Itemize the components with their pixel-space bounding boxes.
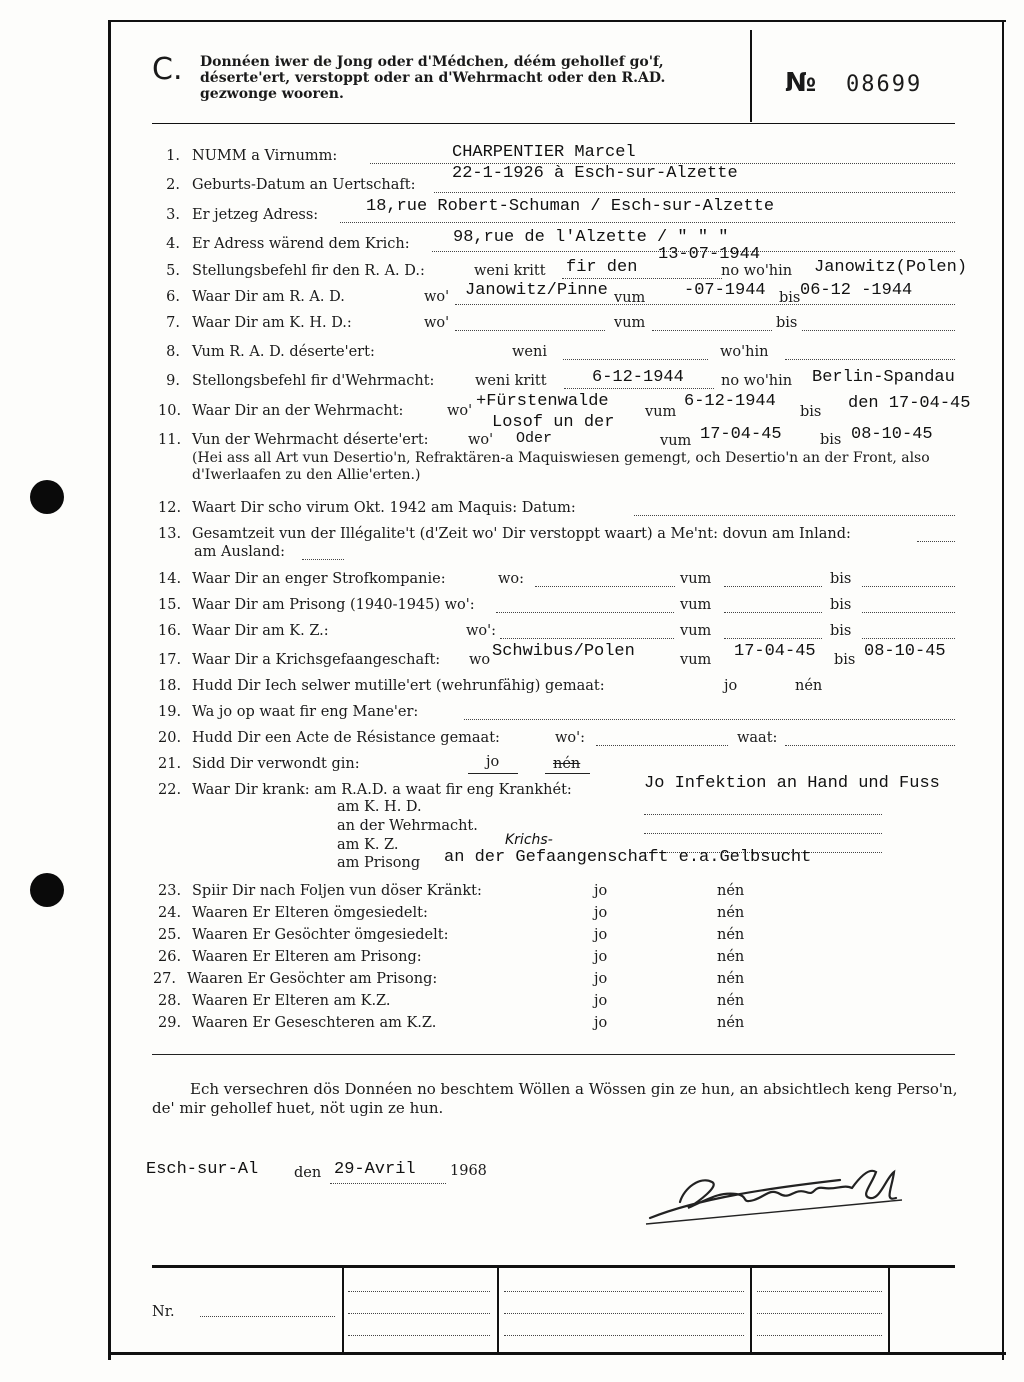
- wo-label: wo': [468, 432, 494, 448]
- wehrmacht-order-date[interactable]: 6-12-1944: [592, 368, 684, 387]
- rad-order-value[interactable]: fir den: [566, 258, 638, 277]
- wo-label: wo': [447, 403, 473, 419]
- row-label: Geburts-Datum an Uertschaft:: [192, 177, 416, 193]
- row-label: Wa jo op waat fir eng Mane'er:: [192, 704, 419, 720]
- weni-label: weni: [512, 344, 547, 360]
- fill-line: [563, 347, 708, 360]
- fill-line: [330, 1171, 446, 1184]
- bis-label: bis: [776, 315, 798, 331]
- form-border-top: [108, 20, 1006, 22]
- row-number: 4.: [166, 236, 180, 252]
- fill-line: [644, 802, 882, 815]
- vum-label: vum: [680, 597, 712, 613]
- signature-image: [640, 1158, 910, 1228]
- wo-label: wo: [469, 652, 491, 668]
- fill-line: [785, 733, 955, 746]
- row-number: 20.: [158, 730, 182, 746]
- bis-label: bis: [830, 571, 852, 587]
- fill-line: [200, 1315, 335, 1317]
- row-label: Hudd Dir een Acte de Résistance gemaat:: [192, 730, 500, 746]
- footer-divider: [888, 1267, 890, 1355]
- desertion-to-value[interactable]: 08-10-45: [851, 425, 933, 444]
- row-label: Gesamtzeit vun der Illégalite't (d'Zeit wo' Dir verstoppt waart) a Me'nt: dovun am Inland:: [192, 526, 851, 542]
- fill-line: [596, 733, 728, 746]
- row-label: Er jetzeg Adress:: [192, 207, 319, 223]
- fill-line: [917, 529, 955, 542]
- vum-label: vum: [680, 652, 712, 668]
- row-label: NUMM a Virnumm:: [192, 148, 338, 164]
- fill-line: [500, 626, 674, 639]
- pow-from-value[interactable]: 17-04-45: [734, 642, 816, 661]
- fill-line: [785, 347, 955, 360]
- wohin-label: wo'hin: [720, 344, 769, 360]
- row-number: 25.: [158, 927, 182, 943]
- nen-option[interactable]: nén: [553, 756, 581, 772]
- fill-line: [504, 1334, 744, 1336]
- rad-place-value[interactable]: Janowitz/Pinne: [465, 281, 608, 300]
- row-label: Waar Dir am K. H. D.:: [192, 315, 352, 331]
- fill-line: [464, 707, 955, 720]
- row-number: 8.: [166, 344, 180, 360]
- row-number: 29.: [158, 1015, 182, 1031]
- row-number: 16.: [158, 623, 182, 639]
- fill-line: [724, 626, 822, 639]
- nen-option[interactable]: nén: [717, 905, 745, 921]
- wo-label: wo':: [555, 730, 586, 746]
- wehrmacht-place-value[interactable]: +Fürstenwalde: [476, 392, 609, 411]
- row-label: Vun der Wehrmacht déserte'ert:: [192, 432, 429, 448]
- den-label: den: [294, 1165, 322, 1181]
- nen-option[interactable]: nén: [795, 678, 823, 694]
- form-number: 08699: [846, 72, 923, 97]
- row-label: Sidd Dir verwondt gin:: [192, 756, 360, 772]
- jo-option[interactable]: jo: [594, 883, 608, 899]
- signature-date[interactable]: 29-Avril: [334, 1160, 416, 1179]
- fill-line: [644, 821, 882, 834]
- rad-from-value[interactable]: -07-1944: [684, 281, 766, 300]
- illness-kz-label: am K. Z.: [337, 837, 399, 853]
- row-number: 13.: [158, 526, 182, 542]
- nen-underline: [545, 773, 590, 774]
- row-label: Spiir Dir nach Foljen vun döser Kränkt:: [192, 883, 482, 899]
- fill-line: [862, 626, 955, 639]
- row-number: 3.: [166, 207, 180, 223]
- row-label: Waar Dir am K. Z.:: [192, 623, 329, 639]
- row-label: Waar Dir am Prisong (1940-1945) wo':: [192, 597, 475, 613]
- row-number: 28.: [158, 993, 182, 1009]
- row-number: 17.: [158, 652, 182, 668]
- war-address-value[interactable]: 98,rue de l'Alzette / " " ": [453, 228, 729, 247]
- name-value[interactable]: CHARPENTIER Marcel: [452, 143, 636, 162]
- waat-label: waat:: [737, 730, 778, 746]
- abroad-label: am Ausland:: [194, 544, 286, 560]
- nen-option[interactable]: nén: [717, 1015, 745, 1031]
- jo-option[interactable]: jo: [594, 1015, 608, 1031]
- row-number: 27.: [152, 971, 176, 987]
- vum-label: vum: [645, 404, 677, 420]
- bis-label: bis: [830, 623, 852, 639]
- nen-option[interactable]: nén: [717, 883, 745, 899]
- fill-line: [348, 1312, 490, 1314]
- row-label: Stellongsbefehl fir d'Wehrmacht:: [192, 373, 435, 389]
- wehrmacht-to-value[interactable]: den 17-04-45: [848, 394, 971, 413]
- nen-option[interactable]: nén: [717, 949, 745, 965]
- row-number: 26.: [158, 949, 182, 965]
- row-label: Waar Dir am R. A. D.: [192, 289, 345, 305]
- section-letter: C.: [152, 52, 183, 87]
- illness-pow-value[interactable]: an der Gefaangenschaft e.a.Gelbsucht: [444, 848, 812, 867]
- jo-option[interactable]: jo: [594, 949, 608, 965]
- illness-krichs-note[interactable]: Krichs-: [505, 832, 553, 848]
- row-label: Waaren Er Elteren am K.Z.: [192, 993, 391, 1009]
- row-number: 15.: [158, 597, 182, 613]
- row-label: Waaren Er Geseschteren am K.Z.: [192, 1015, 437, 1031]
- fill-line: [802, 318, 955, 331]
- footer-rule: [152, 1265, 955, 1268]
- row-label: Er Adress wärend dem Krich:: [192, 236, 410, 252]
- row-number: 2.: [166, 177, 180, 193]
- fill-line: [724, 600, 822, 613]
- pow-place-value[interactable]: Schwibus/Polen: [492, 642, 635, 661]
- nen-option[interactable]: nén: [717, 971, 745, 987]
- row-label: Stellungsbefehl fir den R. A. D.:: [192, 263, 425, 279]
- bis-label: bis: [779, 290, 801, 306]
- nen-option[interactable]: nén: [717, 927, 745, 943]
- row-number: 18.: [158, 678, 182, 694]
- fill-line: [652, 318, 772, 331]
- fill-line: [455, 318, 605, 331]
- illness-khd-label: am K. H. D.: [337, 799, 422, 815]
- form-border-right: [1002, 20, 1004, 1360]
- bis-label: bis: [834, 652, 856, 668]
- row-number: 24.: [158, 905, 182, 921]
- bis-label: bis: [830, 597, 852, 613]
- row-label: Hudd Dir Iech selwer mutille'ert (wehrunfähig) gemaat:: [192, 678, 605, 694]
- vum-label: vum: [660, 433, 692, 449]
- header-divider: [750, 30, 752, 122]
- fill-line: [348, 1334, 490, 1336]
- row-label: Waaren Er Gesöchter ömgesiedelt:: [192, 927, 449, 943]
- signature-place[interactable]: Esch-sur-Al: [146, 1160, 259, 1179]
- wohin-label: no wo'hin: [721, 263, 793, 279]
- wo-label: wo': [424, 315, 450, 331]
- section-title: Donnéen iwer de Jong oder d'Médchen, déém gehollef go'f, déserte'ert, verstoppt oder an d'Wehrmacht oder den R.AD. gezwonge wooren.: [200, 54, 666, 102]
- form-border-left: [108, 20, 111, 1360]
- row-number: 22.: [158, 782, 182, 798]
- wo-label: wo':: [466, 623, 497, 639]
- vum-label: vum: [680, 623, 712, 639]
- row-number: 7.: [166, 315, 180, 331]
- pow-to-value[interactable]: 08-10-45: [864, 642, 946, 661]
- rad-order-place[interactable]: Janowitz(Polen): [814, 258, 968, 277]
- illness-wehrmacht-label: an der Wehrmacht.: [337, 818, 478, 834]
- fill-line: [535, 574, 675, 587]
- fill-line: [504, 1290, 744, 1292]
- wehrmacht-from-value[interactable]: 6-12-1944: [684, 392, 776, 411]
- row-number: 1.: [166, 148, 180, 164]
- nen-option[interactable]: nén: [717, 993, 745, 1009]
- jo-option[interactable]: jo: [724, 678, 738, 694]
- punch-hole: [30, 480, 64, 514]
- row-number: 19.: [158, 704, 182, 720]
- vum-label: vum: [680, 571, 712, 587]
- rad-order-date[interactable]: 13-07-1944: [658, 245, 761, 264]
- wo-label: wo:: [498, 571, 525, 587]
- row-number: 6.: [166, 289, 180, 305]
- row-number: 9.: [166, 373, 180, 389]
- section-separator: [152, 1054, 955, 1055]
- row-label: Waaren Er Elteren ömgesiedelt:: [192, 905, 428, 921]
- illness-rad-value[interactable]: Jo Infektion an Hand und Fuss: [644, 774, 940, 793]
- nr-label: Nr.: [152, 1304, 175, 1320]
- fill-line: [757, 1290, 882, 1292]
- row-label: Waar Dir a Krichsgefaangeschaft:: [192, 652, 441, 668]
- footer-divider: [750, 1267, 752, 1355]
- wohin-label: no wo'hin: [721, 373, 793, 389]
- fill-line: [862, 600, 955, 613]
- row-label: Waaren Er Gesöchter am Prisong:: [187, 971, 438, 987]
- form-border-bottom: [108, 1352, 1006, 1355]
- desertion-place-value[interactable]: Oder: [516, 430, 553, 447]
- fill-line: [302, 547, 344, 560]
- number-label: №: [785, 68, 817, 98]
- punch-hole: [30, 873, 64, 907]
- fill-line: [634, 503, 955, 516]
- declaration-text: Ech versechren dös Donnéen no beschtem Wöllen a Wössen gin ze hun, an absichtlech keng Perso'n, de' mir gehollef huet, nöt ugin ze hun.: [152, 1080, 958, 1117]
- row-number: 21.: [158, 756, 182, 772]
- weni-label: weni kritt: [475, 373, 547, 389]
- fill-line: [496, 600, 674, 613]
- jo-option[interactable]: jo: [594, 927, 608, 943]
- row-number: 12.: [158, 500, 182, 516]
- fill-line: [724, 574, 822, 587]
- jo-underline: [468, 773, 518, 774]
- row-number: 14.: [158, 571, 182, 587]
- desertion-from-value[interactable]: 17-04-45: [700, 425, 782, 444]
- row-number: 23.: [158, 883, 182, 899]
- fill-line: [504, 1312, 744, 1314]
- jo-option[interactable]: jo: [594, 905, 608, 921]
- jo-option[interactable]: jo: [594, 971, 608, 987]
- birth-value[interactable]: 22-1-1926 à Esch-sur-Alzette: [452, 164, 738, 183]
- weni-label: weni kritt: [474, 263, 546, 279]
- header-rule: [152, 123, 955, 124]
- vum-label: vum: [614, 315, 646, 331]
- address-value[interactable]: 18,rue Robert-Schuman / Esch-sur-Alzette: [366, 197, 775, 216]
- wo-label: wo': [424, 289, 450, 305]
- row-number: 10.: [158, 403, 182, 419]
- fill-line: [757, 1312, 882, 1314]
- footer-divider: [497, 1267, 499, 1355]
- footer-divider: [342, 1267, 344, 1355]
- fill-line: [862, 574, 955, 587]
- rad-to-value[interactable]: 06-12 -1944: [800, 281, 913, 300]
- jo-option[interactable]: jo: [486, 754, 500, 770]
- row-number: 11.: [158, 432, 182, 448]
- fill-line: [757, 1334, 882, 1336]
- fill-line: [348, 1290, 490, 1292]
- row-label: Waar Dir krank: am R.A.D. a waat fir eng Krankhét:: [192, 782, 572, 798]
- row-label: Waar Dir an der Wehrmacht:: [192, 403, 404, 419]
- row-label: Waaren Er Elteren am Prisong:: [192, 949, 422, 965]
- bis-label: bis: [820, 432, 842, 448]
- vum-label: vum: [614, 290, 646, 306]
- row-number: 5.: [166, 263, 180, 279]
- signature-year: 1968: [450, 1163, 487, 1179]
- row-label: Waar Dir an enger Strofkompanie:: [192, 571, 446, 587]
- wehrmacht-order-place[interactable]: Berlin-Spandau: [812, 368, 955, 387]
- illness-prison-label: am Prisong: [337, 855, 421, 871]
- row-label: Waart Dir scho virum Okt. 1942 am Maquis: Datum:: [192, 500, 576, 516]
- desertion-note: (Hei ass all Art vun Desertio'n, Refraktären-a Maquiswiesen gemengt, och Desertio'n an der Front, also d'Iwerlaafen zu den Allie'erten.): [192, 450, 930, 483]
- row-label: Vum R. A. D. déserte'ert:: [192, 344, 375, 360]
- bis-label: bis: [800, 404, 822, 420]
- desertion-place-top[interactable]: Losof un der: [492, 413, 615, 432]
- jo-option[interactable]: jo: [594, 993, 608, 1009]
